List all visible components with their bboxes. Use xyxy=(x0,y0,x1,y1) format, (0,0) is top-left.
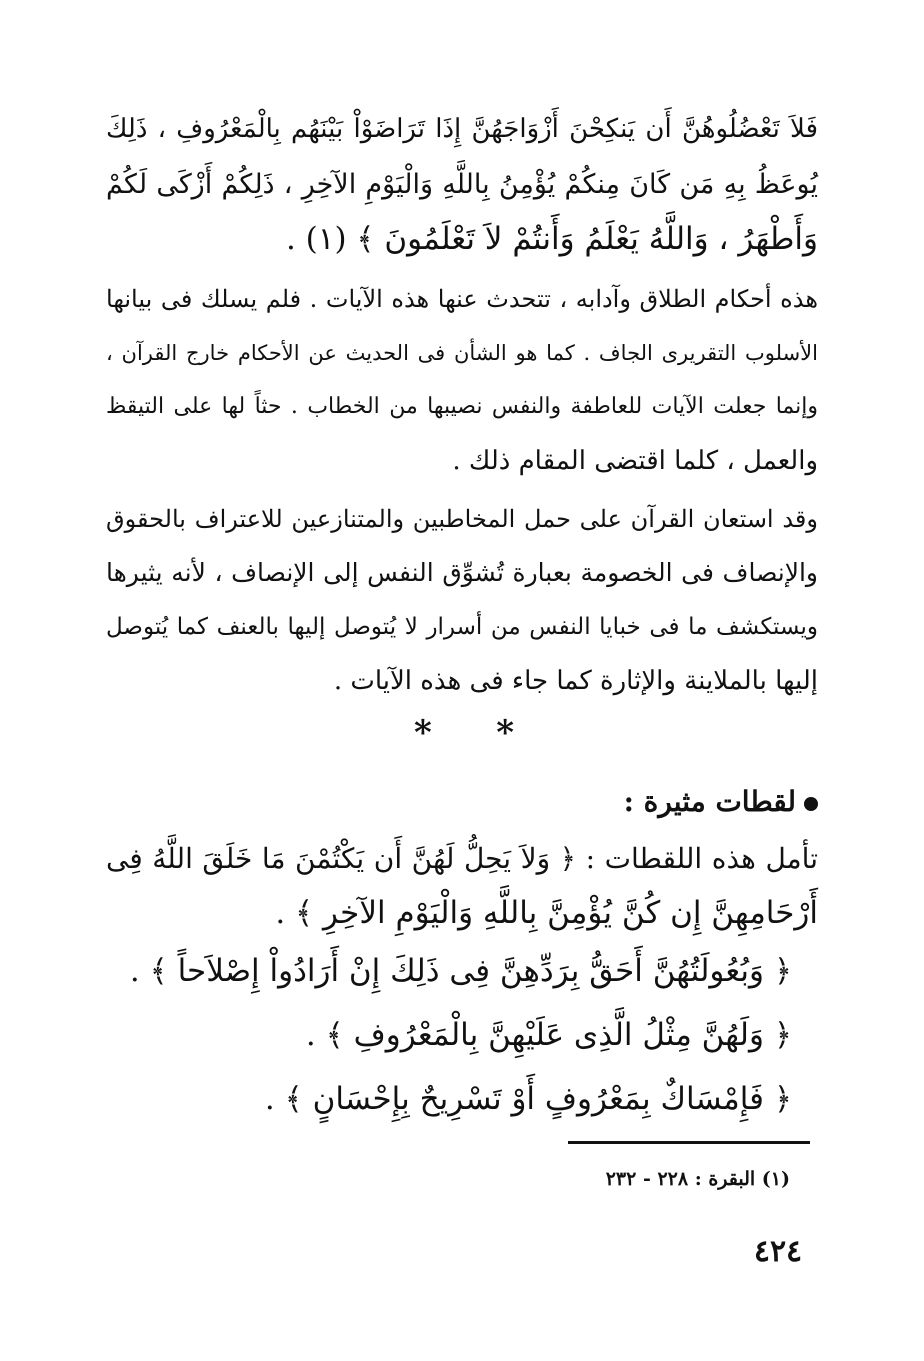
paragraph2-line-3: ويستكشف ما فى خبايا النفس من أسرار لا يُتوصل إليها بالعنف كما يُتوصل xyxy=(106,614,818,640)
paragraph1-line-4: والعمل ، كلما اقتضى المقام ذلك . xyxy=(452,446,818,476)
verse-line-2: يُوعَظُ بِهِ مَن كَانَ مِنكُمْ يُؤْمِنُ بِاللَّهِ وَالْيَوْمِ الآخِرِ ، ذَلِكُمْ أَزْكَى لَكُمْ xyxy=(106,169,818,200)
section-heading-text: لقطات مثيرة : xyxy=(623,785,796,818)
separator-star: * xyxy=(414,713,432,753)
footnote: (١) البقرة : ٢٢٨ - ٢٣٢ xyxy=(605,1168,790,1190)
separator-star: * xyxy=(496,713,514,753)
snapshot-line-1: تأمل هذه اللقطات : ﴿ وَلاَ يَحِلُّ لَهُنَّ أَن يَكْتُمْنَ مَا خَلَقَ اللَّهُ فِى xyxy=(106,842,818,875)
footnote-divider xyxy=(568,1141,810,1144)
snapshot-line-5: ﴿ فَإِمْسَاكٌ بِمَعْرُوفٍ أَوْ تَسْرِيحٌ بِإِحْسَانٍ ﴾ . xyxy=(264,1081,792,1117)
verse-line-1: فَلاَ تَعْضُلُوهُنَّ أَن يَنكِحْنَ أَزْوَاجَهُنَّ إِذَا تَرَاضَوْاْ بَيْنَهُم بِالْمَعْرُوفِ ، ذَلِكَ xyxy=(106,114,818,144)
section-heading xyxy=(624,780,818,824)
verse-line-3: وَأَطْهَرُ ، وَاللَّهُ يَعْلَمُ وَأَنتُمْ لاَ تَعْلَمُونَ ﴾ (١) . xyxy=(285,221,818,257)
paragraph2-line-2: والإنصاف فى الخصومة بعبارة تُشوِّق النفس إلى الإنصاف ، لأنه يثيرها xyxy=(106,558,818,587)
paragraph2-line-4: إليها بالملاينة والإثارة كما جاء فى هذه الآيات . xyxy=(333,666,818,696)
paragraph1-line-2: الأسلوب التقريرى الجاف . كما هو الشأن فى الحديث عن الأحكام خارج القرآن ، xyxy=(106,341,818,365)
section-separator xyxy=(414,713,514,753)
bullet-icon xyxy=(804,797,818,811)
paragraph2-line-1: وقد استعان القرآن على حمل المخاطبين والمتنازعين للاعتراف بالحقوق xyxy=(106,505,818,533)
paragraph1-line-3: وإنما جعلت الآيات للعاطفة والنفس نصيبها من الخطاب . حثاً لها على التيقظ xyxy=(106,394,818,419)
snapshot-line-2: أَرْحَامِهِنَّ إِن كُنَّ يُؤْمِنَّ بِاللَّهِ وَالْيَوْمِ الآخِرِ ﴾ . xyxy=(275,895,818,931)
snapshot-line-3: ﴿ وَبُعُولَتُهُنَّ أَحَقُّ بِرَدِّهِنَّ فِى ذَلِكَ إِنْ أَرَادُواْ إِصْلاَحاً ﴾ . xyxy=(129,953,792,989)
paragraph1-line-1: هذه أحكام الطلاق وآدابه ، تتحدث عنها هذه الآيات . فلم يسلك فى بيانها xyxy=(106,285,818,313)
snapshot-line-4: ﴿ وَلَهُنَّ مِثْلُ الَّذِى عَلَيْهِنَّ بِالْمَعْرُوفِ ﴾ . xyxy=(305,1017,792,1053)
page-number: ٤٢٤ xyxy=(753,1234,803,1269)
